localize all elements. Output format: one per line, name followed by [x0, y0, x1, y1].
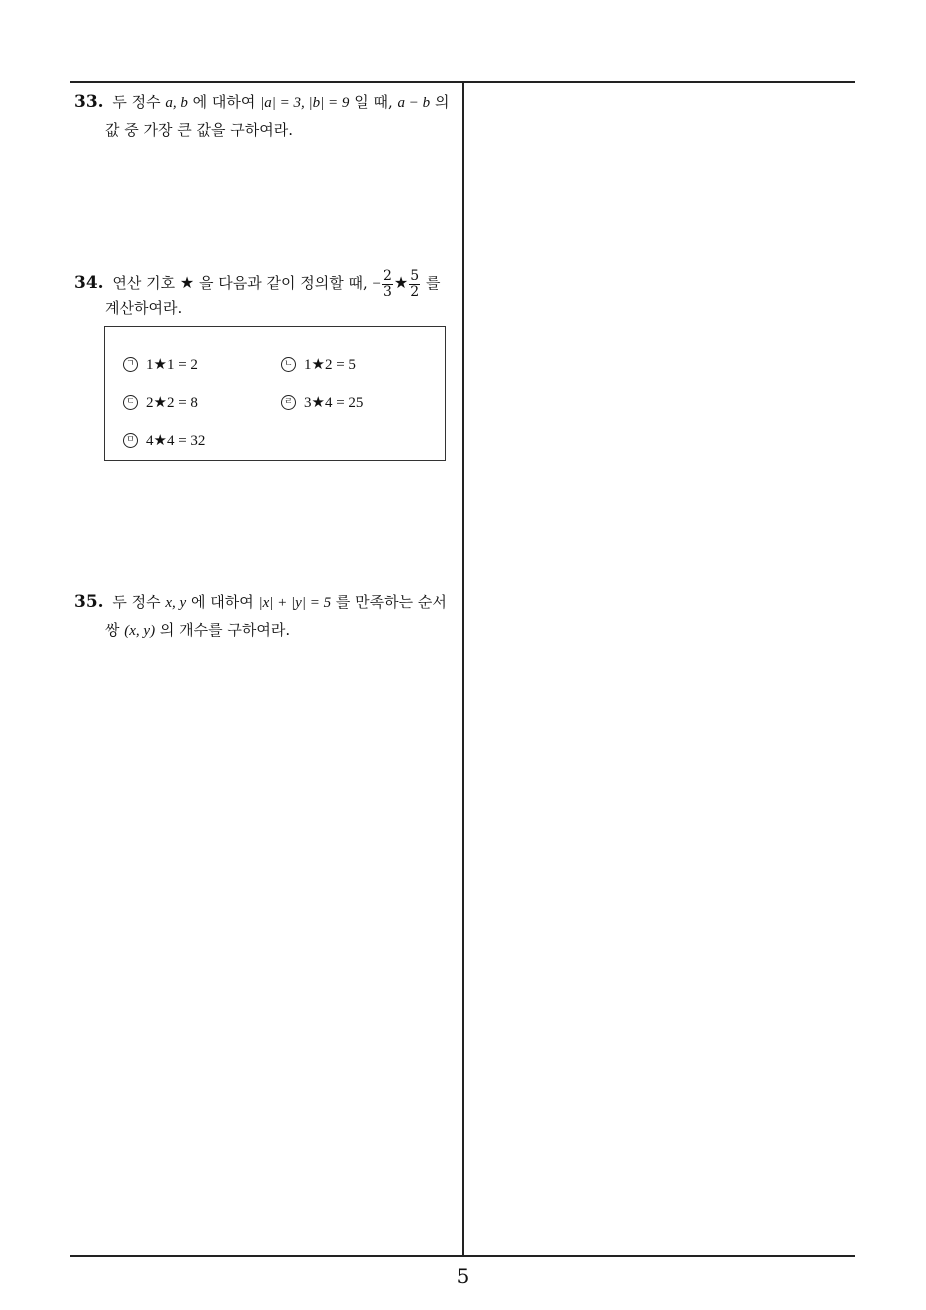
- problem-33-line2: 값 중 가장 큰 값을 구하여라.: [105, 121, 293, 139]
- math-condition: |x| + |y| = 5: [258, 595, 332, 611]
- problem-number: 35.: [74, 592, 104, 612]
- problem-34: [74, 266, 459, 322]
- text: 에 대하여: [191, 593, 254, 611]
- text: 의 개수를 구하여라.: [159, 621, 291, 639]
- text: 을 다음과 같이 정의할 때,: [199, 274, 368, 292]
- fraction-2: [409, 269, 420, 300]
- minus-sign: −: [372, 276, 381, 292]
- star-symbol: ★: [393, 273, 409, 292]
- item-expression: 3★4 = 25: [304, 395, 364, 411]
- column-divider: [462, 82, 464, 1257]
- problem-34-line2: 계산하여라.: [105, 299, 183, 317]
- fraction-denominator: 3: [383, 283, 392, 300]
- item-1: [123, 355, 198, 374]
- problem-number: 34.: [74, 273, 104, 293]
- item-2: [281, 355, 356, 374]
- fraction-1: [382, 269, 393, 300]
- math-vars: x, y: [165, 595, 187, 611]
- fraction-numerator: 5: [410, 267, 420, 284]
- page-number: 5: [456, 1264, 470, 1288]
- text: 에 대하여: [192, 93, 256, 111]
- problem-33-line1: [74, 89, 459, 117]
- item-expression: 1★1 = 2: [146, 357, 198, 373]
- bottom-rule: [70, 1255, 855, 1257]
- star-symbol: ★: [179, 273, 195, 292]
- text: 를: [425, 274, 441, 292]
- item-expression: 1★2 = 5: [304, 357, 356, 373]
- math-condition: |a| = 3, |b| = 9: [260, 95, 350, 111]
- math-vars: a, b: [165, 95, 188, 111]
- text: 쌍: [105, 621, 120, 639]
- problem-35: [74, 589, 459, 645]
- definition-box: [104, 326, 446, 461]
- item-expression: 2★2 = 8: [146, 395, 198, 411]
- math-pair: (x, y): [124, 623, 156, 639]
- text: 를 만족하는 순서: [335, 593, 447, 611]
- problem-35-line2: [74, 617, 459, 645]
- circled-mark: ㄹ: [281, 395, 296, 410]
- item-5: [123, 431, 205, 450]
- text: 의: [434, 93, 450, 111]
- math-expression: a − b: [397, 95, 431, 111]
- text: 연산 기호: [112, 274, 176, 292]
- circled-mark: ㄴ: [281, 357, 296, 372]
- circled-mark: ㄷ: [123, 395, 138, 410]
- problem-35-line1: [74, 589, 459, 617]
- circled-mark: ㅁ: [123, 433, 138, 448]
- fraction-denominator: 2: [410, 283, 420, 300]
- item-expression: 4★4 = 32: [146, 433, 206, 449]
- problem-33: [74, 89, 459, 144]
- text: 일 때,: [354, 93, 393, 111]
- circled-mark: ㄱ: [123, 357, 138, 372]
- text: 두 정수: [112, 593, 161, 611]
- item-3: [123, 393, 198, 412]
- item-4: [281, 393, 363, 412]
- fraction-numerator: 2: [383, 267, 392, 284]
- text: 두 정수: [112, 93, 161, 111]
- problem-number: 33.: [74, 92, 104, 112]
